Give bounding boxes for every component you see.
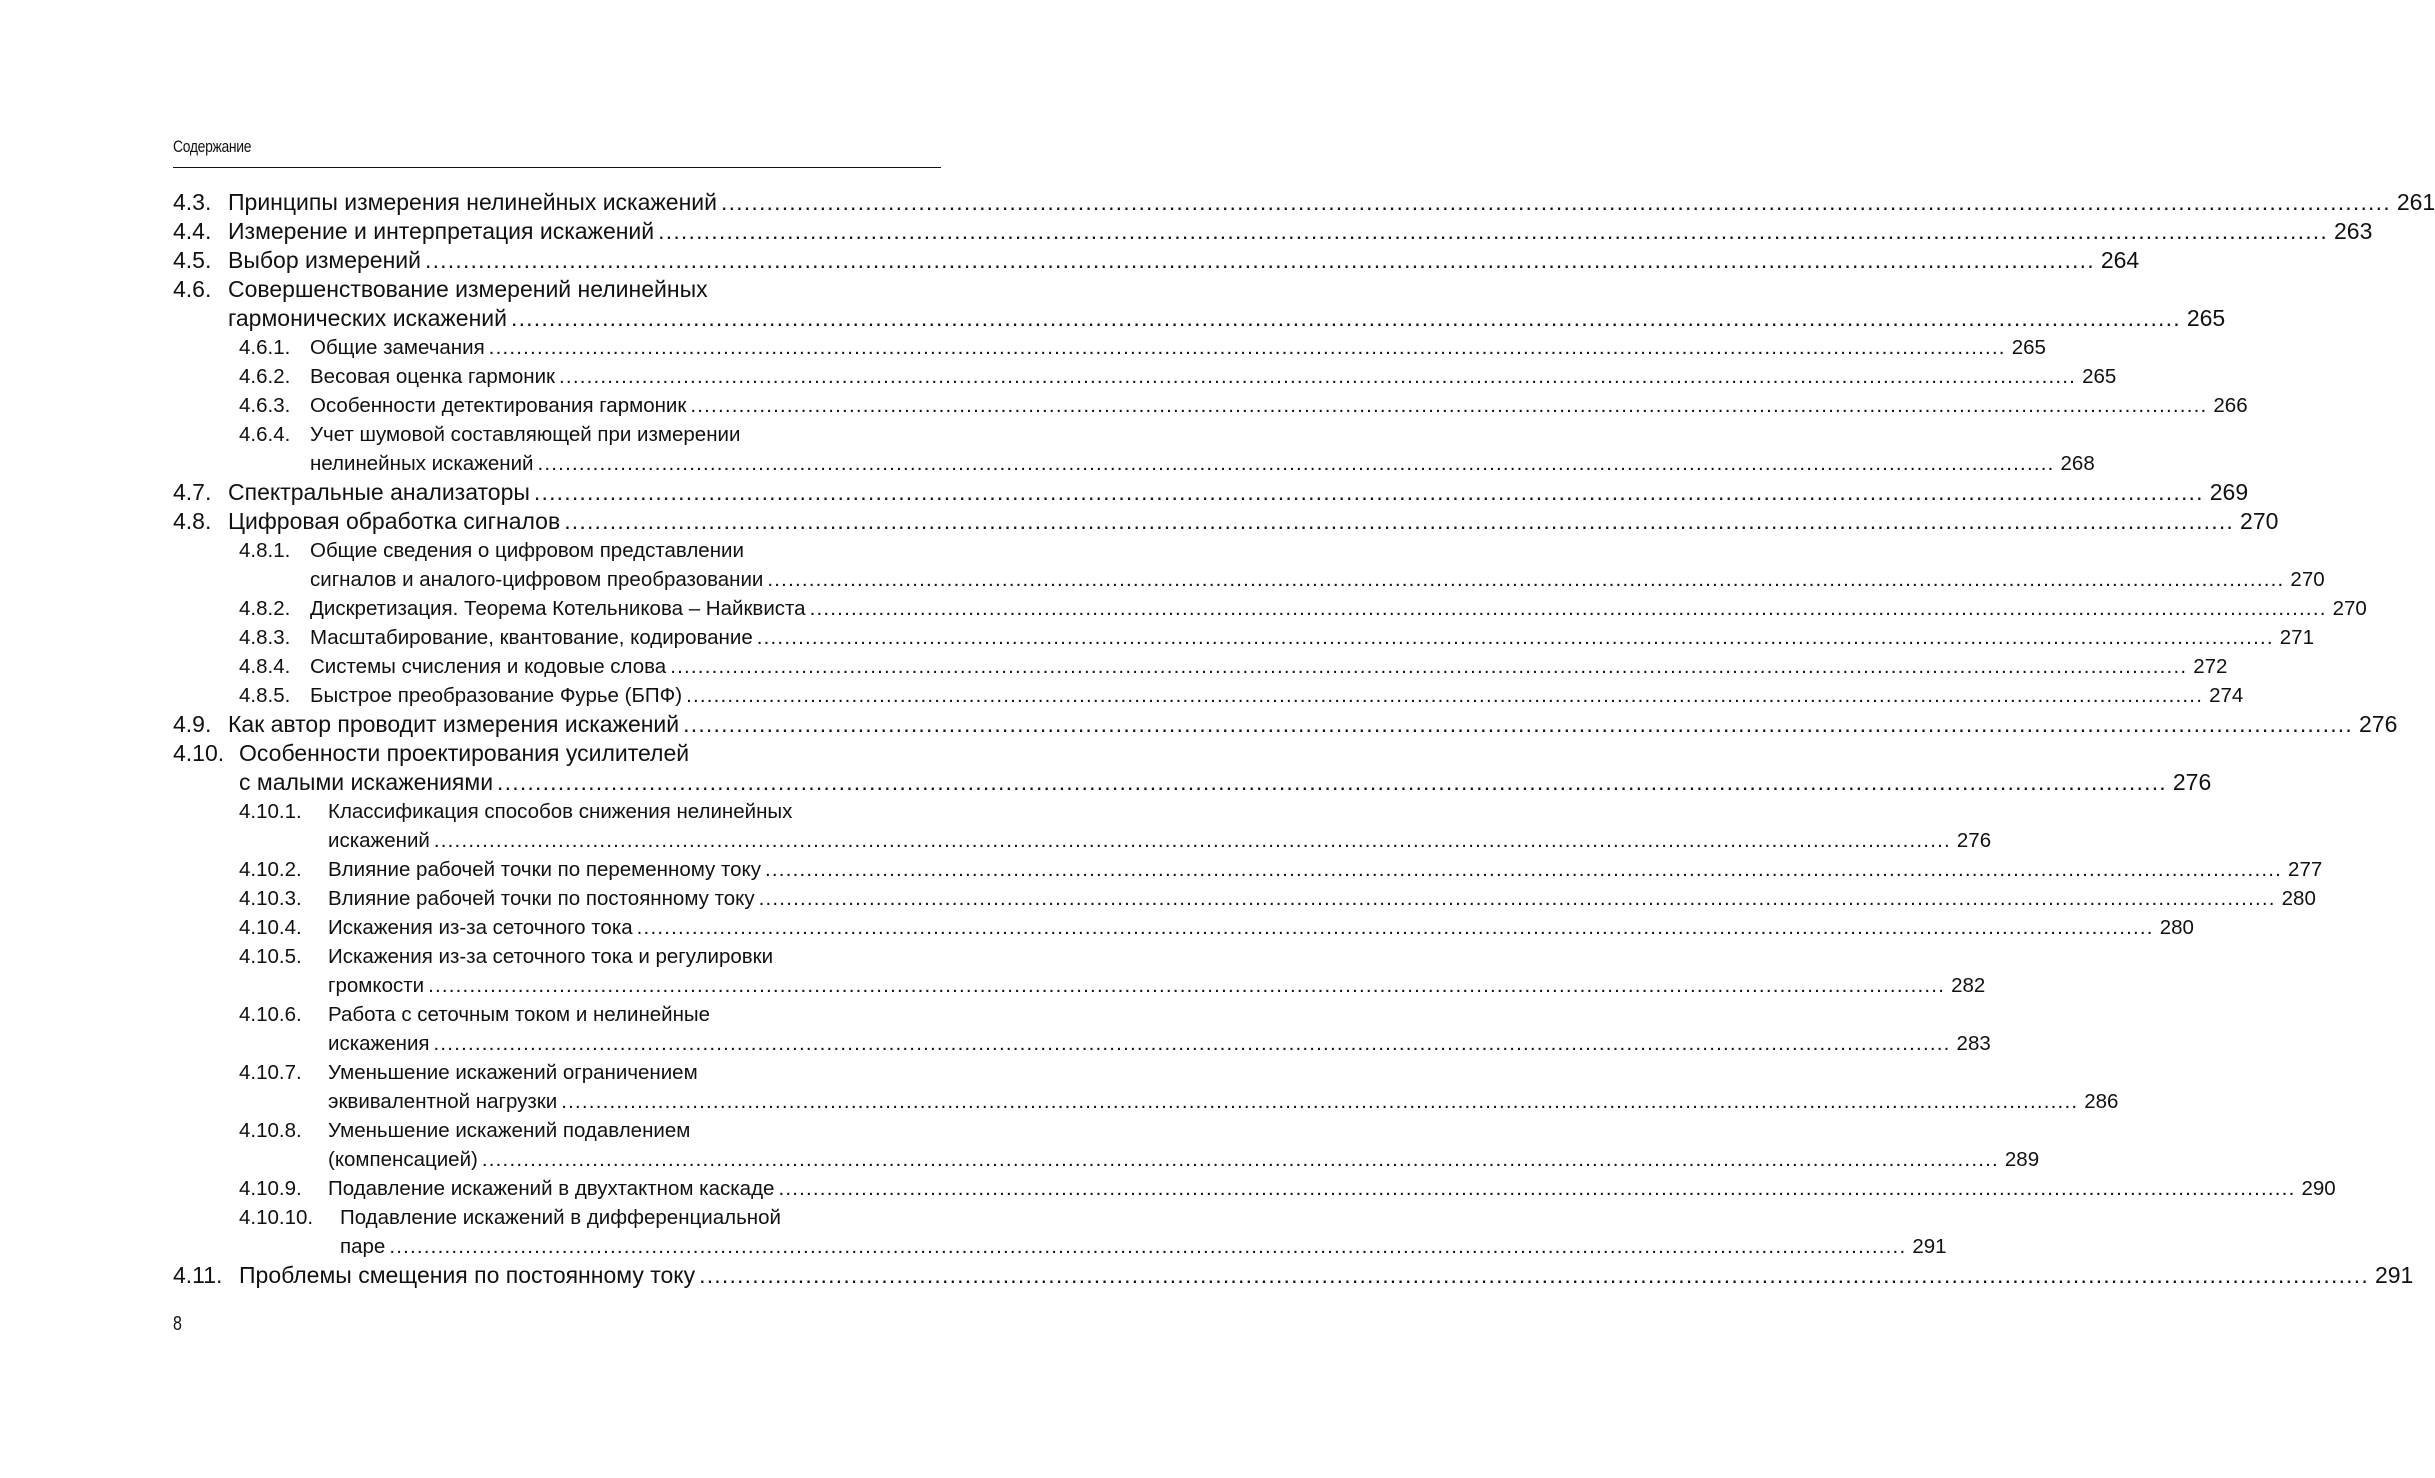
toc-entry: [173, 710, 2398, 739]
toc-entry: [173, 391, 2248, 420]
toc-entry-number: 4.10.4.: [239, 916, 302, 939]
toc-entry-title: Быстрое преобразование Фурье (БПФ): [310, 681, 686, 710]
toc-entry-title: Уменьшение искажений ограничением: [328, 1061, 698, 1084]
toc-entry-number: 4.10.1.: [239, 800, 302, 823]
toc-entry: [173, 420, 941, 449]
toc-entry-title: Особенности проектирования усилителей: [239, 740, 690, 766]
toc-entry-number: 4.4.: [173, 218, 212, 244]
toc-entry-page: 265: [2011, 336, 2046, 359]
dot-leader: ............................................................................................................................................................................................................................: [537, 452, 2055, 475]
toc-entry: [173, 652, 2228, 681]
toc-entry-number: 4.6.4.: [239, 423, 291, 446]
toc-entry-title: Системы счисления и кодовые слова: [310, 652, 670, 681]
toc-entry-title: Проблемы смещения по постоянному току: [239, 1261, 699, 1290]
toc-entry-number: 4.10.5.: [239, 945, 302, 968]
toc-entry-title: громкости: [328, 971, 428, 1000]
dot-leader: ............................................................................................................................................................................................................................: [778, 1177, 2296, 1200]
dot-leader: ............................................................................................................................................................................................................................: [670, 655, 2188, 678]
toc-entry: [173, 623, 2314, 652]
dot-leader: ............................................................................................................................................................................................................................: [767, 568, 2285, 591]
toc-entry: [173, 1116, 941, 1145]
toc-entry-number: 4.10.9.: [239, 1177, 302, 1200]
toc-entry-page: 291: [1912, 1235, 1947, 1258]
toc-entry-title: Классификация способов снижения нелинейных: [328, 800, 793, 823]
toc-entry: [173, 536, 941, 565]
toc-entry-number: 4.7.: [173, 479, 212, 505]
toc-entry-page: 268: [2060, 452, 2095, 475]
toc-entry-page: 276: [2172, 769, 2212, 795]
toc-entry-title: Измерение и интерпретация искажений: [228, 217, 658, 246]
toc-entry-continuation: [173, 1087, 2119, 1116]
toc-entry-title: Весовая оценка гармоник: [310, 362, 559, 391]
toc-entry-page: 270: [2240, 508, 2279, 534]
toc-entry-number: 4.8.2.: [239, 597, 291, 620]
toc-entry: [173, 246, 2140, 275]
dot-leader: ............................................................................................................................................................................................................................: [658, 218, 2328, 244]
toc-entry-number: 4.8.4.: [239, 655, 291, 678]
toc-entry-page: 283: [1956, 1032, 1991, 1055]
toc-entry-title: эквивалентной нагрузки: [328, 1087, 561, 1116]
toc-entry: [173, 942, 941, 971]
toc-entry-title: Искажения из-за сеточного тока и регулировки: [328, 945, 774, 968]
toc-entry-title: Учет шумовой составляющей при измерении: [310, 423, 741, 446]
toc-entry-continuation: [173, 1232, 1947, 1261]
toc-entry: [173, 739, 941, 768]
toc-entry-page: 266: [2213, 394, 2248, 417]
toc-entry-title: Особенности детектирования гармоник: [310, 391, 690, 420]
dot-leader: ............................................................................................................................................................................................................................: [428, 974, 1946, 997]
toc-entry-number: 4.10.2.: [239, 858, 302, 881]
toc-entry: [173, 507, 2279, 536]
toc-entry-number: 4.10.8.: [239, 1119, 302, 1142]
toc-entry-title: Работа с сеточным током и нелинейные: [328, 1003, 711, 1026]
toc-entry-number: 4.6.2.: [239, 365, 291, 388]
toc-entry-title: Масштабирование, квантование, кодирование: [310, 623, 757, 652]
toc-entry-number: 4.8.: [173, 508, 212, 534]
dot-leader: ............................................................................................................................................................................................................................: [809, 597, 2327, 620]
toc-entry-page: 271: [2279, 626, 2314, 649]
toc-entry-page: 270: [2290, 568, 2325, 591]
dot-leader: ............................................................................................................................................................................................................................: [481, 1148, 1999, 1171]
toc-entry-page: 290: [2301, 1177, 2336, 1200]
toc-entry-continuation: [173, 1029, 1991, 1058]
toc-entry-continuation: [173, 304, 2226, 333]
page-number: 8: [173, 1313, 182, 1335]
toc-entry-page: 286: [2084, 1090, 2119, 1113]
toc-entry-number: 4.6.3.: [239, 394, 291, 417]
header-rule: [173, 167, 941, 168]
toc-entry-page: 265: [2082, 365, 2117, 388]
toc-entry-page: 270: [2332, 597, 2367, 620]
toc-entry: [173, 1058, 941, 1087]
toc-entry-number: 4.5.: [173, 247, 212, 273]
toc-entry-number: 4.11.: [173, 1262, 223, 1288]
toc-entry: [173, 275, 941, 304]
toc-entry: [173, 217, 2373, 246]
toc-entry-page: 291: [2374, 1262, 2414, 1288]
dot-leader: ............................................................................................................................................................................................................................: [433, 1032, 1951, 1055]
toc-entry-page: 274: [2209, 684, 2244, 707]
toc-entry-page: 269: [2209, 479, 2249, 505]
toc-entry-title: Влияние рабочей точки по постоянному току: [328, 884, 759, 913]
toc-entry-title: сигналов и аналого-цифровом преобразовании: [310, 565, 767, 594]
toc-entry-page: 272: [2193, 655, 2228, 678]
toc-entry-page: 280: [2281, 887, 2316, 910]
table-of-contents: [173, 188, 2435, 1290]
dot-leader: ............................................................................................................................................................................................................................: [510, 305, 2181, 331]
running-header: Содержание: [173, 137, 252, 156]
toc-entry-title: Искажения из-за сеточного тока: [328, 913, 637, 942]
dot-leader: ............................................................................................................................................................................................................................: [533, 479, 2204, 505]
toc-entry-page: 276: [1956, 829, 1992, 852]
dot-leader: ............................................................................................................................................................................................................................: [756, 626, 2274, 649]
toc-entry-continuation: [173, 768, 2212, 797]
toc-entry-page: 263: [2333, 218, 2373, 244]
toc-entry-number: 4.6.: [173, 276, 212, 302]
dot-leader: ............................................................................................................................................................................................................................: [690, 394, 2208, 417]
toc-entry: [173, 362, 2117, 391]
toc-entry-continuation: [173, 971, 1986, 1000]
toc-entry-title: Спектральные анализаторы: [228, 478, 534, 507]
dot-leader: ............................................................................................................................................................................................................................: [564, 508, 2235, 534]
toc-entry-page: 265: [2186, 305, 2226, 331]
toc-entry-continuation: [173, 826, 1992, 855]
toc-entry-title: Подавление искажений в дифференциальной: [340, 1206, 781, 1229]
dot-leader: ............................................................................................................................................................................................................................: [686, 684, 2204, 707]
toc-entry-title: Дискретизация. Теорема Котельникова – Найквиста: [310, 594, 810, 623]
toc-entry-continuation: [173, 1145, 2040, 1174]
toc-entry: [173, 1203, 941, 1232]
toc-entry-page: 280: [2159, 916, 2194, 939]
dot-leader: ............................................................................................................................................................................................................................: [433, 829, 1951, 852]
dot-leader: ............................................................................................................................................................................................................................: [561, 1090, 2079, 1113]
toc-entry: [173, 1000, 941, 1029]
toc-entry-number: 4.10.6.: [239, 1003, 302, 1026]
toc-entry: [173, 797, 941, 826]
toc-entry: [173, 913, 2194, 942]
toc-entry-title: Совершенствование измерений нелинейных: [228, 276, 708, 302]
toc-entry-number: 4.9.: [173, 711, 212, 737]
dot-leader: ............................................................................................................................................................................................................................: [699, 1262, 2369, 1288]
toc-entry-number: 4.3.: [173, 189, 212, 215]
dot-leader: ............................................................................................................................................................................................................................: [721, 189, 2391, 215]
toc-entry-number: 4.10.7.: [239, 1061, 302, 1084]
dot-leader: ............................................................................................................................................................................................................................: [488, 336, 2006, 359]
dot-leader: ............................................................................................................................................................................................................................: [425, 247, 2095, 273]
toc-entry-continuation: [173, 565, 2325, 594]
toc-entry-title: Цифровая обработка сигналов: [228, 507, 564, 536]
toc-entry-title: с малыми искажениями: [239, 768, 497, 797]
toc-entry-title: искажения: [328, 1029, 434, 1058]
toc-entry-title: паре: [340, 1232, 389, 1261]
toc-entry-page: 289: [2004, 1148, 2040, 1171]
toc-entry-number: 4.8.1.: [239, 539, 291, 562]
toc-entry: [173, 681, 2244, 710]
toc-entry-page: 277: [2288, 858, 2323, 881]
dot-leader: ............................................................................................................................................................................................................................: [683, 711, 2353, 737]
toc-entry-number: 4.6.1.: [239, 336, 291, 359]
toc-entry-title: Подавление искажений в двухтактном каскаде: [328, 1174, 778, 1203]
dot-leader: ............................................................................................................................................................................................................................: [389, 1235, 1907, 1258]
toc-entry-title: Принципы измерения нелинейных искажений: [228, 188, 721, 217]
dot-leader: ............................................................................................................................................................................................................................: [636, 916, 2154, 939]
toc-entry: [173, 1174, 2336, 1203]
toc-entry-title: Выбор измерений: [228, 246, 425, 275]
toc-entry-title: нелинейных искажений: [310, 449, 538, 478]
toc-entry-number: 4.8.3.: [239, 626, 291, 649]
toc-entry-page: 276: [2358, 711, 2398, 737]
toc-entry-number: 4.10.: [173, 740, 225, 766]
toc-entry-title: Влияние рабочей точки по переменному току: [328, 855, 765, 884]
toc-entry-title: Общие сведения о цифровом представлении: [310, 539, 744, 562]
toc-entry-number: 4.10.10.: [239, 1206, 314, 1229]
toc-entry-title: (компенсацией): [328, 1145, 482, 1174]
toc-entry: [173, 478, 2249, 507]
toc-entry: [173, 594, 2367, 623]
toc-entry-number: 4.8.5.: [239, 684, 291, 707]
toc-entry: [173, 333, 2046, 362]
toc-entry-title: Общие замечания: [310, 333, 489, 362]
dot-leader: ............................................................................................................................................................................................................................: [497, 769, 2167, 795]
toc-entry-title: Как автор проводит измерения искажений: [228, 710, 683, 739]
toc-entry: [173, 1261, 2414, 1290]
toc-entry-number: 4.10.3.: [239, 887, 302, 910]
toc-entry-title: Уменьшение искажений подавлением: [328, 1119, 691, 1142]
toc-entry-title: искажений: [328, 826, 434, 855]
dot-leader: ............................................................................................................................................................................................................................: [559, 365, 2077, 388]
toc-entry-title: гармонических искажений: [228, 304, 511, 333]
toc-entry-continuation: [173, 449, 2095, 478]
toc-entry-page: 264: [2100, 247, 2140, 273]
toc-entry: [173, 188, 2435, 217]
toc-entry-page: 282: [1951, 974, 1986, 997]
toc-entry: [173, 855, 2323, 884]
dot-leader: ............................................................................................................................................................................................................................: [765, 858, 2283, 881]
toc-entry-page: 261: [2396, 189, 2435, 215]
toc-entry: [173, 884, 2316, 913]
dot-leader: ............................................................................................................................................................................................................................: [758, 887, 2276, 910]
